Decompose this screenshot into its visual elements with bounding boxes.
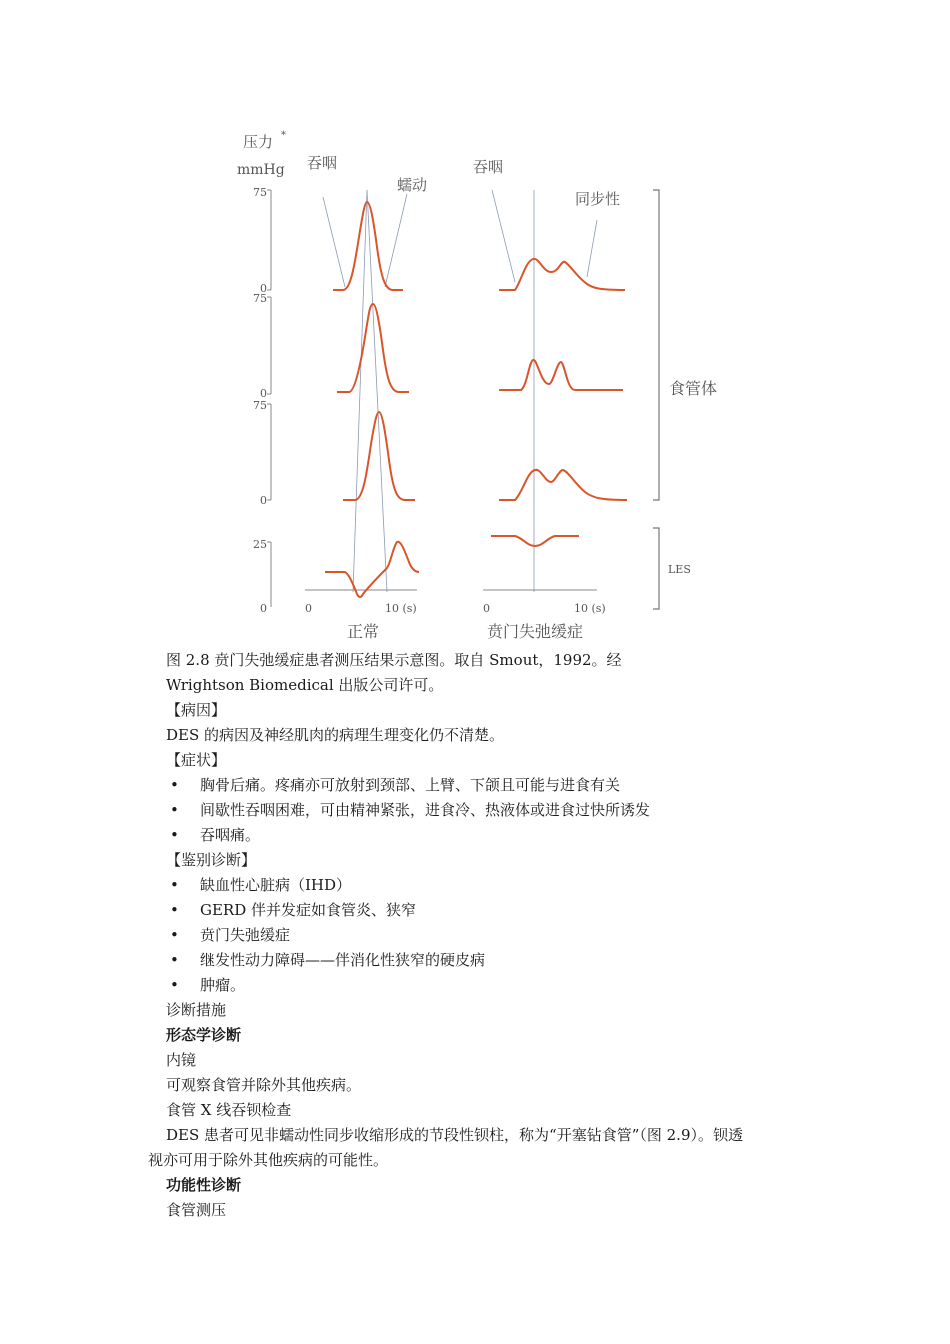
endoscopy-heading: 内镜 [166, 1051, 197, 1069]
etiology-text: DES 的病因及神经肌肉的病理生理变化仍不清楚。 [166, 726, 505, 744]
list-item [170, 823, 260, 848]
list-item [170, 773, 620, 798]
bullet-dot: • [170, 901, 179, 919]
list-item-text: 吞咽痛。 [200, 826, 261, 844]
bullet-dot: • [170, 776, 179, 794]
list-item [170, 973, 245, 998]
y-axis [267, 190, 271, 607]
section-head-etiology: 【病因】 [166, 701, 227, 719]
endoscopy-text: 可观察食管并除外其他疾病。 [166, 1076, 362, 1094]
normal-les-trace [325, 542, 419, 597]
bullet-dot: • [170, 926, 179, 944]
manometry-figure [225, 122, 745, 647]
ytick-label: 0 [260, 387, 267, 400]
section-head-morphology: 形态学诊断 [166, 1026, 242, 1044]
ylabel-mark: * [281, 130, 286, 141]
barium-heading: 食管 X 线吞钡检查 [166, 1101, 292, 1119]
ytick-label: 0 [260, 494, 267, 507]
list-item [170, 923, 290, 948]
bullet-dot: • [170, 826, 179, 844]
bracket-body-label: 食管体 [669, 379, 718, 398]
figure-caption-line2: Wrightson Biomedical 出版公司许可。 [166, 676, 444, 694]
section-head-symptoms: 【症状】 [166, 751, 227, 769]
achalasia-trace-3 [499, 470, 627, 500]
xtick-label: 0 [483, 602, 490, 615]
caption-normal: 正常 [347, 622, 380, 641]
list-item [170, 873, 351, 898]
ytick-label: 0 [260, 602, 267, 615]
bullet-dot: • [170, 951, 179, 969]
swallow-label-achalasia: 吞咽 [473, 158, 504, 176]
peristalsis-label: 蠕动 [397, 176, 428, 194]
section-head-functional: 功能性诊断 [166, 1176, 242, 1194]
list-item [170, 948, 485, 973]
swallow-label-normal: 吞咽 [307, 154, 338, 172]
guide-lines [323, 190, 597, 592]
section-head-differential: 【鉴别诊断】 [166, 851, 257, 869]
xtick-label: 10 (s) [574, 602, 606, 615]
list-item-text: 继发性动力障碍——伴消化性狭窄的硬皮病 [200, 951, 486, 969]
achalasia-les-trace [491, 536, 579, 546]
achalasia-trace-1 [499, 259, 625, 290]
sync-label: 同步性 [575, 190, 621, 208]
list-item [170, 898, 416, 923]
bracket-les [653, 528, 659, 609]
ytick-label: 0 [260, 282, 267, 295]
list-item-text: 胸骨后痛。疼痛亦可放射到颈部、上臂、下颌且可能与进食有关 [200, 776, 621, 794]
ytick-label: 75 [253, 292, 267, 305]
barium-text-line2: 视亦可用于除外其他疾病的可能性。 [148, 1151, 389, 1169]
bullet-dot: • [170, 976, 179, 994]
list-item-text: GERD 伴并发症如食管炎、狭窄 [200, 901, 417, 919]
manometry-heading: 食管测压 [166, 1201, 227, 1219]
bracket-les-label: LES [668, 563, 691, 576]
bracket-esophageal-body [653, 190, 659, 500]
list-item-text: 肿瘤。 [200, 976, 246, 994]
ylabel-pressure: 压力 [243, 133, 274, 151]
ytick-label: 75 [253, 399, 267, 412]
caption-achalasia: 贲门失弛缓症 [487, 622, 584, 641]
list-item-text: 间歇性吞咽困难，可由精神紧张，进食冷、热液体或进食过快所诱发 [200, 801, 651, 819]
ytick-label: 75 [253, 186, 267, 199]
achalasia-trace-2 [499, 360, 623, 390]
figure-caption-line1: 图 2.8 贲门失弛缓症患者测压结果示意图。取自 Smout，1992。经 [166, 651, 622, 669]
xtick-label: 0 [305, 602, 312, 615]
xtick-label: 10 (s) [385, 602, 417, 615]
barium-text-line1: DES 患者可见非蠕动性同步收缩形成的节段性钡柱，称为“开塞钻食管”（图 2.9）。钡透 [166, 1126, 743, 1144]
ylabel-unit: mmHg [237, 162, 285, 178]
bullet-dot: • [170, 876, 179, 894]
list-item-text: 贲门失弛缓症 [200, 926, 291, 944]
list-item [170, 798, 650, 823]
ytick-label: 25 [253, 538, 267, 551]
list-item-text: 缺血性心脏病（IHD） [200, 876, 352, 894]
diagnostic-measures: 诊断措施 [166, 1001, 227, 1019]
bullet-dot: • [170, 801, 179, 819]
